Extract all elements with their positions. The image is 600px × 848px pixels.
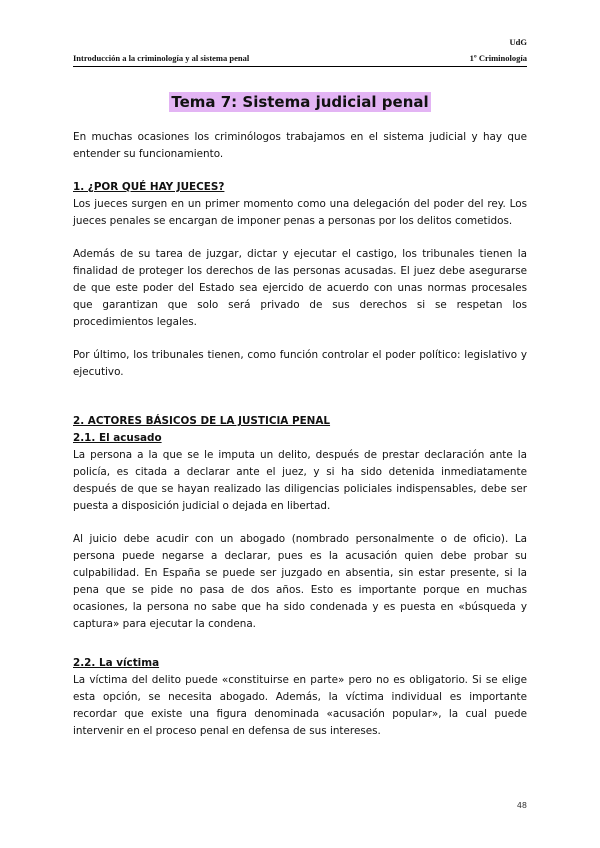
title-wrapper xyxy=(73,92,527,113)
section-1-heading: 1. ¿POR QUÉ HAY JUECES? xyxy=(73,181,225,193)
subsection-2-1-heading: 2.1. El acusado xyxy=(73,432,162,444)
subsection-2-2-heading: 2.2. La víctima xyxy=(73,657,160,669)
header-course-year: 1º Criminología xyxy=(469,53,527,63)
page-title: Tema 7: Sistema judicial penal xyxy=(171,93,429,111)
subsection-2-1-paragraph-2: Al juicio debe acudir con un abogado (nombrado personalmente o de oficio). La persona puede negarse a declarar, pues es la acusación quien debe probar su culpabilidad. En España se puede ser juzgado en absentia, sin estar presente, si la pena que se pide no pasa de dos años. Esto es importante porque en muchas ocasiones, la persona no sabe que ha sido condenada y es puesta en «búsqueda y captura» para ejecutar la condena. xyxy=(73,533,527,630)
section-1-paragraph-1: Los jueces surgen en un primer momento como una delegación del poder del rey. Los jueces penales se encargan de imponer penas a personas por los delitos cometidos. xyxy=(73,198,527,227)
section-2-heading: 2. ACTORES BÁSICOS DE LA JUSTICIA PENAL xyxy=(73,415,331,427)
page-number: 48 xyxy=(516,801,527,810)
document-body xyxy=(73,92,527,740)
subsection-2-1-paragraph-1: La persona a la que se le imputa un delito, después de prestar declaración ante la policía, es citada a declarar ante el juez, y si ha sido detenida inmediatamente después de que se hayan realizado las diligencias policiales indispensables, debe ser puesta a disposición judicial o dejada en libertad. xyxy=(73,449,527,512)
header-course-title: Introducción a la criminología y al sistema penal xyxy=(73,53,250,63)
header-institution: UdG xyxy=(509,37,527,47)
header-divider xyxy=(73,66,527,67)
subsection-2-2-paragraph-1: La víctima del delito puede «constituirse en parte» pero no es obligatorio. Si se elige esta opción, se necesita abogado. Además, la víctima individual es importante recordar que existe una figura denominada «acusación popular», la cual puede intervenir en el proceso penal en defensa de sus intereses. xyxy=(73,674,527,737)
section-1-paragraph-3: Por último, los tribunales tienen, como función controlar el poder político: legislativo y ejecutivo. xyxy=(73,349,527,378)
section-1-paragraph-2: Además de su tarea de juzgar, dictar y ejecutar el castigo, los tribunales tienen la finalidad de proteger los derechos de las personas acusadas. El juez debe asegurarse de que este poder del Estado sea ejercido de acuerdo con unas normas procesales que garantizan que solo será privado de sus derechos si se respetan los procedimientos legales. xyxy=(73,248,527,328)
intro-paragraph: En muchas ocasiones los criminólogos trabajamos en el sistema judicial y hay que entender su funcionamiento. xyxy=(73,131,527,160)
